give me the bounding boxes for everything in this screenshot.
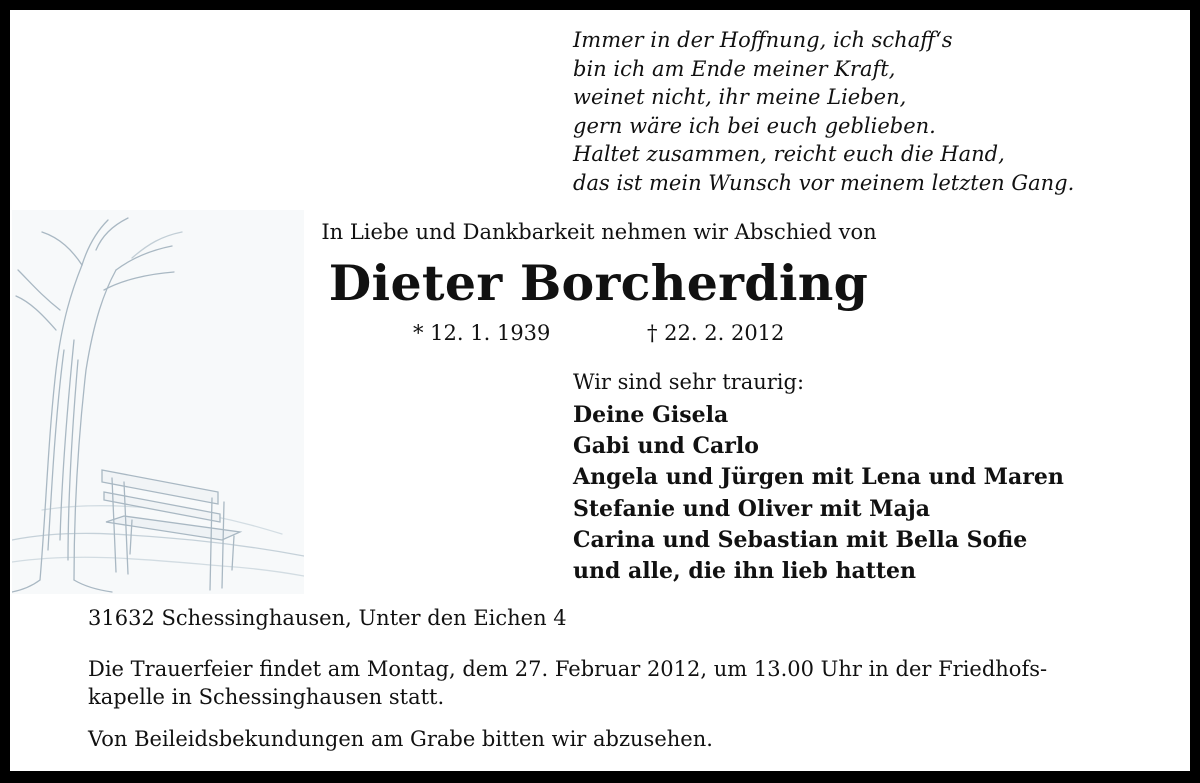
poem-line: Haltet zusammen, reicht euch die Hand, xyxy=(573,142,1005,166)
poem-line: weinet nicht, ihr meine Lieben, xyxy=(573,85,907,109)
poem-line: Immer in der Hoffnung, ich schaff‘s xyxy=(573,28,953,52)
mourner-entry: Angela und Jürgen mit Lena und Maren xyxy=(573,464,1064,491)
funeral-line: Die Trauerfeier findet am Montag, dem 27. Februar 2012, um 13.00 Uhr in der Friedhofs- xyxy=(88,657,1048,681)
family-address: 31632 Schessinghausen, Unter den Eichen 4 xyxy=(88,606,567,630)
mourners-list xyxy=(573,400,1064,587)
intro-line: In Liebe und Dankbarkeit nehmen wir Abschied von xyxy=(321,220,877,244)
funeral-line: kapelle in Schessinghausen statt. xyxy=(88,685,445,709)
funeral-notice xyxy=(88,655,1178,711)
mourner-entry: Gabi und Carlo xyxy=(573,433,759,460)
poem-line: das ist mein Wunsch vor meinem letzten Gang. xyxy=(573,170,1075,195)
mourner-entry: Deine Gisela xyxy=(573,402,729,428)
mourner-entry: Stefanie und Oliver mit Maja xyxy=(573,495,930,522)
poem-line: gern wäre ich bei euch geblieben. xyxy=(573,113,936,138)
mourners-heading: Wir sind sehr traurig: xyxy=(573,370,805,394)
poem-line: bin ich am Ende meiner Kraft, xyxy=(573,56,896,81)
death-date: † 22. 2. 2012 xyxy=(647,321,785,345)
mourner-entry: und alle, die ihn lieb hatten xyxy=(573,557,917,584)
deceased-name xyxy=(0,254,1200,312)
birth-date: * 12. 1. 1939 xyxy=(413,321,551,345)
deceased-name-text: Dieter Borcherding xyxy=(328,254,869,312)
intro-text xyxy=(0,220,1200,244)
mourner-entry: Carina und Sebastian mit Bella Sofie xyxy=(573,526,1028,553)
condolence-note: Von Beileidsbekundungen am Grabe bitten wir abzusehen. xyxy=(88,727,713,751)
memorial-poem xyxy=(573,26,1074,197)
